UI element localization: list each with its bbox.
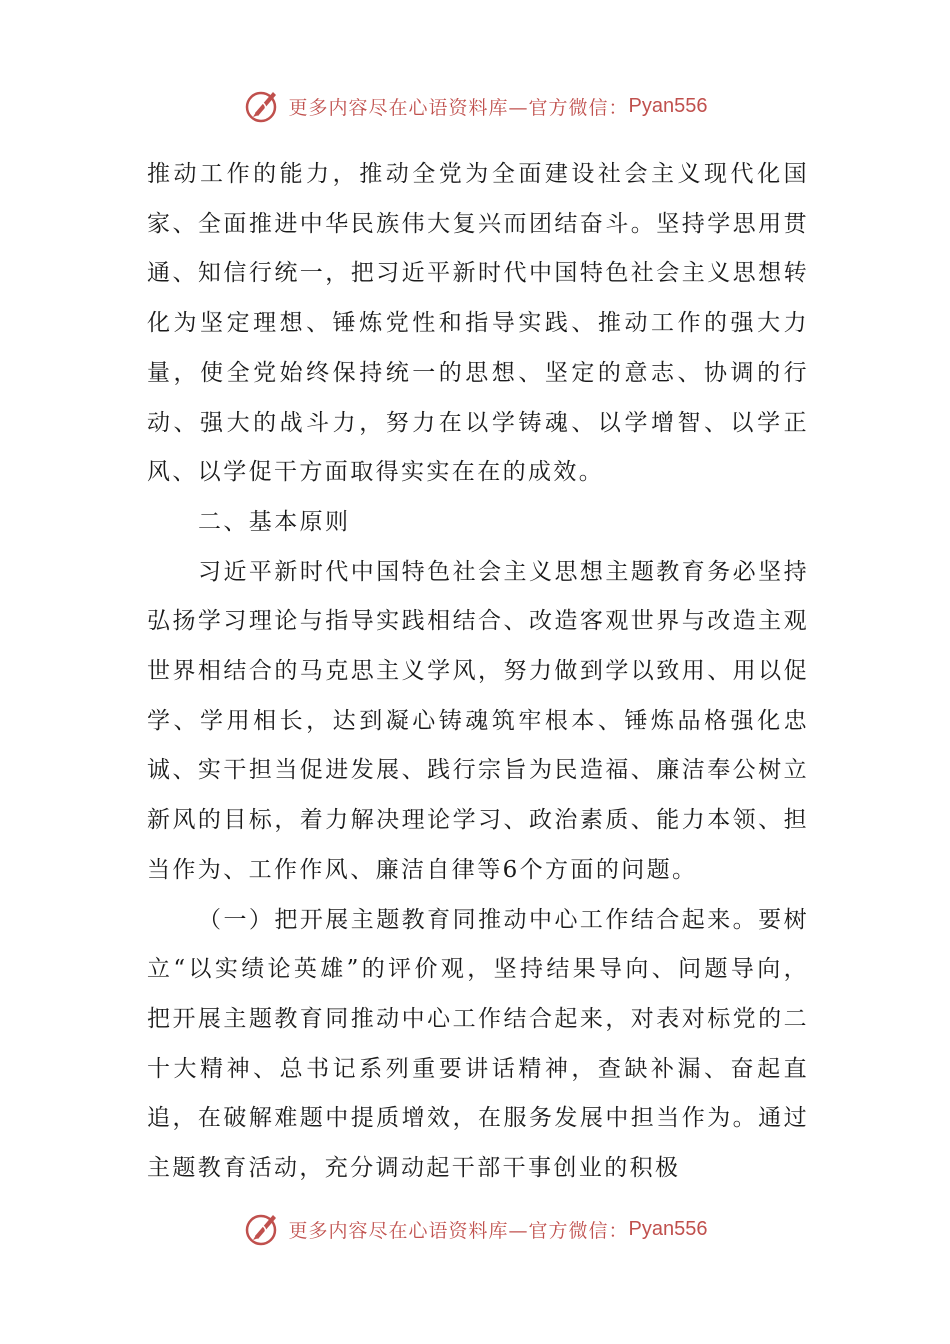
quill-circle-logo-icon [243, 1209, 283, 1249]
quill-circle-logo-icon [243, 86, 283, 126]
section-heading: 二、基本原则 [198, 508, 351, 535]
watermark-wechat-id: Pyan556 [628, 94, 708, 117]
paragraph-continued: 推动工作的能力，推动全党为全面建设社会主义现代化国家、全面推进中华民族伟大复兴而团结奋斗。坚持学思用贯通、知信行统一，把习近平新时代中国特色社会主义思想转化为坚定理想、锤炼党性和指导实践、推动工作的强大力量，使全党始终保持统一的思想、坚定的意志、协调的行动、强大的战斗力，努力在以学铸魂、以学增智、以学正风、以学促干方面取得实实在在的成效。 [147, 161, 809, 486]
paragraph-item-one: （一）把开展主题教育同推动中心工作结合起来。要树立“以实绩论英雄”的评价观，坚持结果导向、问题导向，把开展主题教育同推动中心工作结合起来，对表对标党的二十大精神、总书记系列重要讲话精神，查缺补漏、奋起直追，在破解难题中提质增效，在服务发展中担当作为。通过主题教育活动，充分调动起干部干事创业的积极 [147, 906, 809, 1182]
footer-watermark [0, 1207, 950, 1251]
header-watermark [0, 84, 950, 128]
document-body [147, 150, 809, 1194]
paragraph-principles: 习近平新时代中国特色社会主义思想主题教育务必坚持弘扬学习理论与指导实践相结合、改造客观世界与改造主观世界相结合的马克思主义学风，努力做到学以致用、用以促学、学用相长，达到凝心铸魂筑牢根本、锤炼品格强化忠诚、实干担当促进发展、践行宗旨为民造福、廉洁奉公树立新风的目标，着力解决理论学习、政治素质、能力本领、担当作为、工作作风、廉洁自律等6个方面的问题。 [147, 558, 809, 883]
watermark-text: 更多内容尽在心语资料库—官方微信： [288, 96, 629, 119]
watermark-wechat-id: Pyan556 [628, 1217, 708, 1240]
watermark-text: 更多内容尽在心语资料库—官方微信： [288, 1219, 629, 1242]
